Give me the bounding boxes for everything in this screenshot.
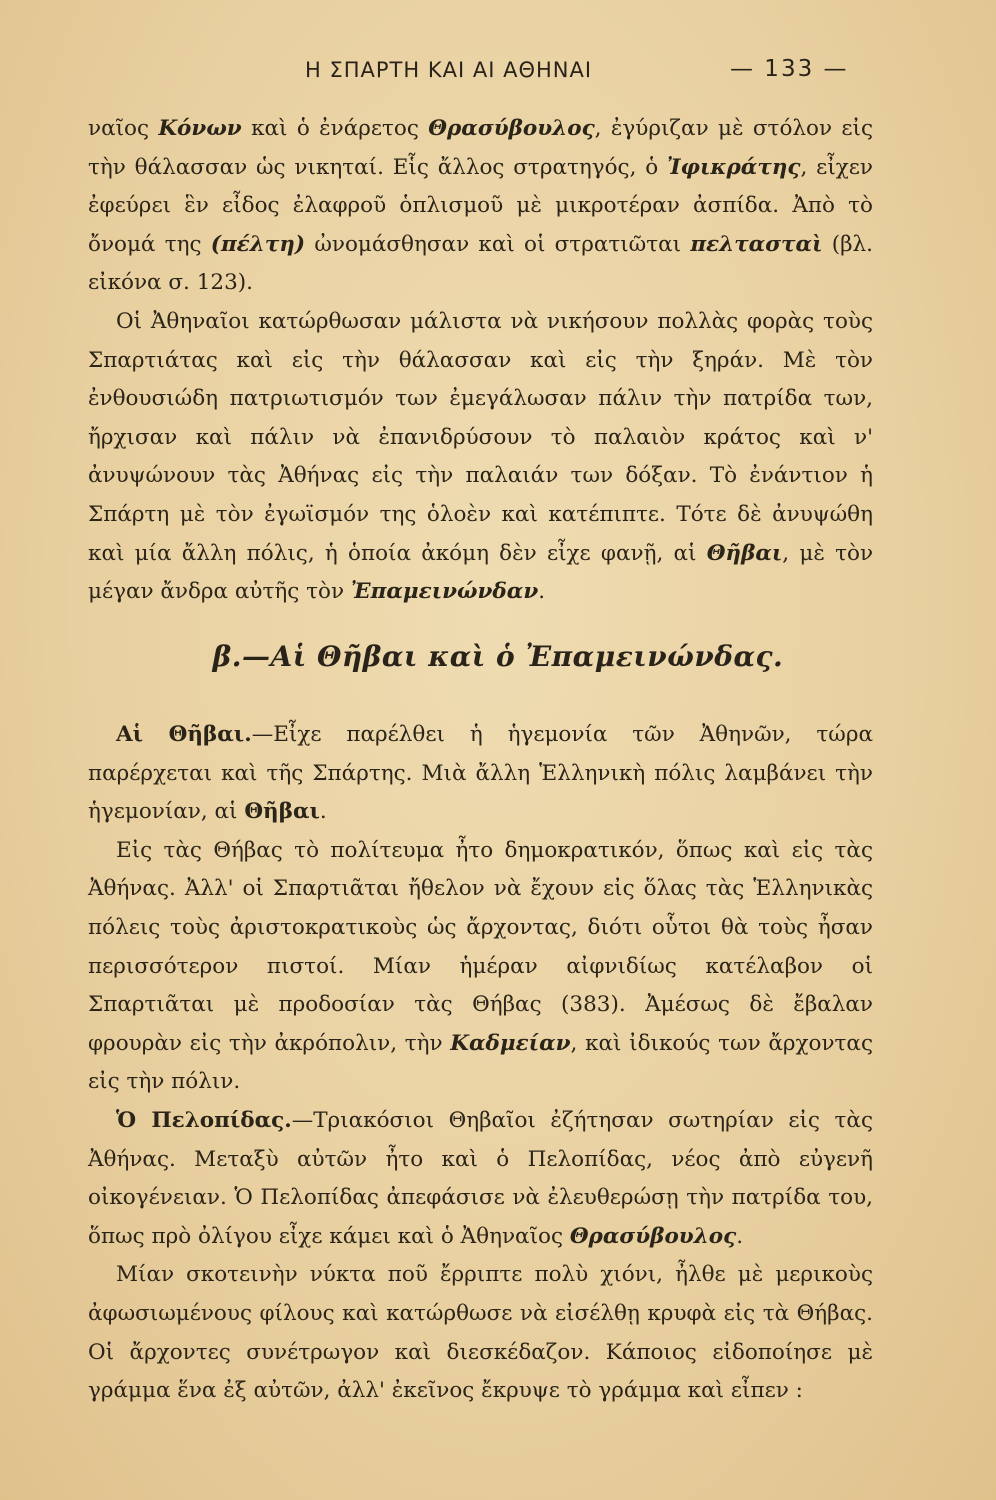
p2-mid: , μὲ τὸν μέγαν ἄνδρα αὐτῆς τὸν [88,540,874,605]
p4-kadmeian: Καδμείαν [450,1030,571,1056]
p1-ifikratis: Ἰφικράτης [667,154,801,180]
p1-peltastai: πελτασταὶ [690,231,823,257]
paragraph-4 [88,832,873,1102]
section-heading: β.—Αἱ Θῆβαι καὶ ὁ Ἐπαμεινώνδας. [212,640,784,673]
text-block-bottom [88,716,873,1411]
paragraph-1 [88,110,873,303]
p4-c: , καὶ ἰδικούς των ἄρχοντας εἰς τὴν πόλιν. [88,1030,873,1095]
p3-c: . [319,799,327,825]
paragraph-6 [88,1256,873,1410]
page-number: — 133 — [730,56,849,82]
p1-e: , ἐγύριζαν μὲ στόλον εἰς τὴν θάλασσαν ὡς νικηταί. Εἷς ἄλλος στρατηγός, ὁ [88,116,873,180]
p1-pelti: (πέλτη) [210,231,306,257]
p4-a: Εἰς τὰς Θήβας τὸ πολίτευμα ἦτο δημοκρατικόν, ὅπως καὶ εἰς τὰς Ἀθήνας. Ἀλλ' οἱ Σπαρτιᾶται ἤθελον νὰ ἔχουν εἰς ὅλας τὰς Ἑλληνικὰς πόλεις τοὺς ἀριστοκρατικοὺς ὡς ἄρχοντας, διότι οὗτοι θὰ τοὺς ἦσαν περισσότερον πιστοί. Μίαν ἡμέραν αἰφνιδίως κατέλαβον οἱ Σπαρτιᾶται μὲ προδοσίαν τὰς Θήβας (383). Ἀμέσως δὲ ἔβαλαν φρουρὰν εἰς τὴν ἀκρόπολιν, τὴν [88,837,873,1056]
p1-i: ὠνομάσθησαν καὶ οἱ στρατιῶται [305,231,691,257]
p1-c: καὶ ὁ ἐνάρετος [241,116,429,141]
runin-thivai: Αἱ Θῆβαι. [116,722,252,747]
paragraph-3 [88,716,873,832]
p1-a: ναῖος [88,116,159,141]
p1-konon: Κόνων [158,116,242,141]
running-head [0,52,996,92]
paragraph-5 [88,1102,873,1256]
p3-a: —Εἶχε παρέλθει ἡ ἡγεμονία τῶν Ἀθηνῶν, τώρα παρέρχεται καὶ τῆς Σπάρτης. Μιὰ ἄλλη Ἑλληνικὴ πόλις λαμβάνει τὴν ἡγεμονίαν, αἱ [88,722,873,825]
p2-epameinondan: Ἐπαμεινώνδαν [350,579,539,605]
p2-end: . [538,579,546,605]
p5-thrasyvoulos: Θρασύβουλος [569,1223,737,1249]
p2-thivai: Θῆβαι [706,540,783,566]
p3-thivai: Θῆβαι [244,799,320,825]
p5-c: . [736,1223,744,1249]
running-title: Η ΣΠΑΡΤΗ ΚΑΙ ΑΙ ΑΘΗΝΑΙ [305,58,593,82]
runin-pelopidas: Ὁ Πελοπίδας. [116,1107,292,1133]
p2-text: Οἱ Ἀθηναῖοι κατώρθωσαν μάλιστα νὰ νικήσουν πολλὰς φορὰς τοὺς Σπαρτιάτας καὶ εἰς τὴν θάλασσαν καὶ εἰς τὴν ξηράν. Μὲ τὸν ἐνθουσιώδη πατριωτισμόν των ἐμεγάλωσαν πάλιν τὴν πατρίδα των, ἤρχισαν καὶ πάλιν νὰ ἐπανιδρύσουν τὸ παλαιὸν κράτος καὶ ν' ἀνυψώνουν τὰς Ἀθήνας εἰς τὴν παλαιάν των δόξαν. Τὸ ἐνάντιον ἡ Σπάρτη μὲ τὸν ἐγωϊσμόν της ὁλοὲν καὶ κατέπιπτε. Τότε δὲ ἀνυψώθη καὶ μία ἄλλη πόλις, ἡ ὁποία ἀκόμη δὲν εἶχε φανῇ, αἱ [88,308,873,566]
paragraph-2 [88,303,873,612]
p1-k: (βλ. εἰκόνα σ. 123). [88,231,874,296]
p1-thrasyvoulos: Θρασύβουλος [428,116,595,141]
p1-g: , εἶχεν ἐφεύρει ἓν εἶδος ἐλαφροῦ ὁπλισμοῦ μὲ μικροτέραν ἀσπίδα. Ἀπὸ τὸ ὄνομά της [88,154,873,257]
p5-a: —Τριακόσιοι Θηβαῖοι ἐζήτησαν σωτηρίαν εἰς τὰς Ἀθήνας. Μεταξὺ αὐτῶν ἦτο καὶ ὁ Πελοπίδας, νέος ἀπὸ εὐγενῆ οἰκογένειαν. Ὁ Πελοπίδας ἀπεφάσισε νὰ ἐλευθερώσῃ τὴν πατρίδα του, ὅπως πρὸ ὀλίγου εἶχε κάμει καὶ ὁ Ἀθηναῖος [88,1107,873,1249]
p6-text: Μίαν σκοτεινὴν νύκτα ποῦ ἔρριπτε πολὺ χιόνι, ἦλθε μὲ μερικοὺς ἀφωσιωμένους φίλους καὶ κατώρθωσε νὰ εἰσέλθῃ κρυφὰ εἰς τὰ Θήβας. Οἱ ἄρχοντες συνέτρωγον καὶ διεσκέδαζον. Κάποιος εἰδοποίησε μὲ γράμμα ἕνα ἐξ αὐτῶν, ἀλλ' ἐκεῖνος ἔκρυψε τὸ γράμμα καὶ εἶπεν : [88,1262,873,1404]
text-block-top [88,110,873,612]
